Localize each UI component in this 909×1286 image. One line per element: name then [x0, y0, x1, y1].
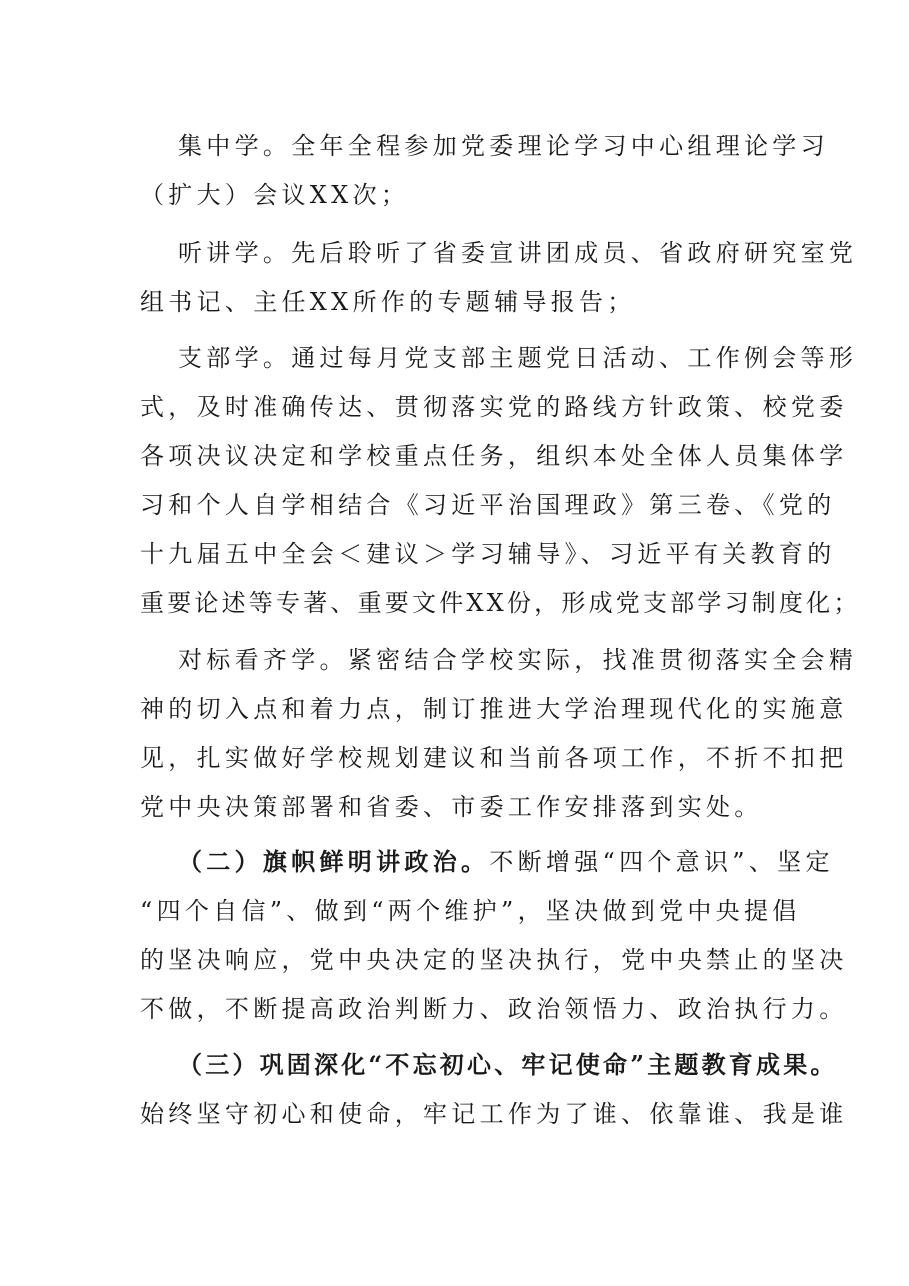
text-line: 见，扎实做好学校规划建议和当前各项工作，不折不扣把	[140, 744, 848, 772]
section-heading: （二）旗帜鲜明讲政治。	[178, 847, 490, 876]
section-heading: （三）巩固深化“不忘初心、牢记使命”主题教育成果。	[178, 1050, 838, 1079]
text-line: 各项决议决定和学校重点任务，组织本处全体人员集体学	[140, 442, 848, 470]
text-line: 听讲学。先后聆听了省委宣讲团成员、省政府研究室党	[178, 239, 858, 267]
text-line: 党中央决策部署和省委、市委工作安排落到实处。	[140, 793, 763, 821]
text-line: 不做，不断提高政治判断力、政治领悟力、政治执行力。	[140, 995, 848, 1023]
text-line: 集中学。全年全程参加党委理论学习中心组理论学习	[178, 132, 829, 160]
text-line: 对标看齐学。紧密结合学校实际，找准贯彻落实全会精	[178, 646, 858, 674]
text-span: 不断增强“四个意识”、坚定	[489, 848, 834, 876]
text-line: 式，及时准确传达、贯彻落实党的路线方针政策、校党委	[140, 393, 848, 421]
text-line: 组书记、主任XX所作的专题辅导报告；	[140, 288, 636, 316]
text-line: 支部学。通过每月党支部主题党日活动、工作例会等形	[178, 344, 858, 372]
text-line: “四个自信”、做到“两个维护”，坚决做到党中央提倡	[140, 897, 801, 925]
text-line: 的坚决响应，党中央决定的坚决执行，党中央禁止的坚决	[140, 946, 848, 974]
text-line: 重要论述等专著、重要文件XX份，形成党支部学习制度化；	[140, 589, 861, 617]
text-line: （扩大）会议XX次；	[140, 181, 410, 209]
text-line: 神的切入点和着力点，制订推进大学治理现代化的实施意	[140, 695, 848, 723]
text-line: 始终坚守初心和使命，牢记工作为了谁、依靠谁、我是谁	[140, 1100, 848, 1128]
text-line: 习和个人自学相结合《习近平治国理政》第三卷、《党的	[140, 491, 836, 519]
text-line: 十九届五中全会＜建议＞学习辅导》、习近平有关教育的	[140, 540, 836, 568]
text-line	[178, 847, 834, 877]
